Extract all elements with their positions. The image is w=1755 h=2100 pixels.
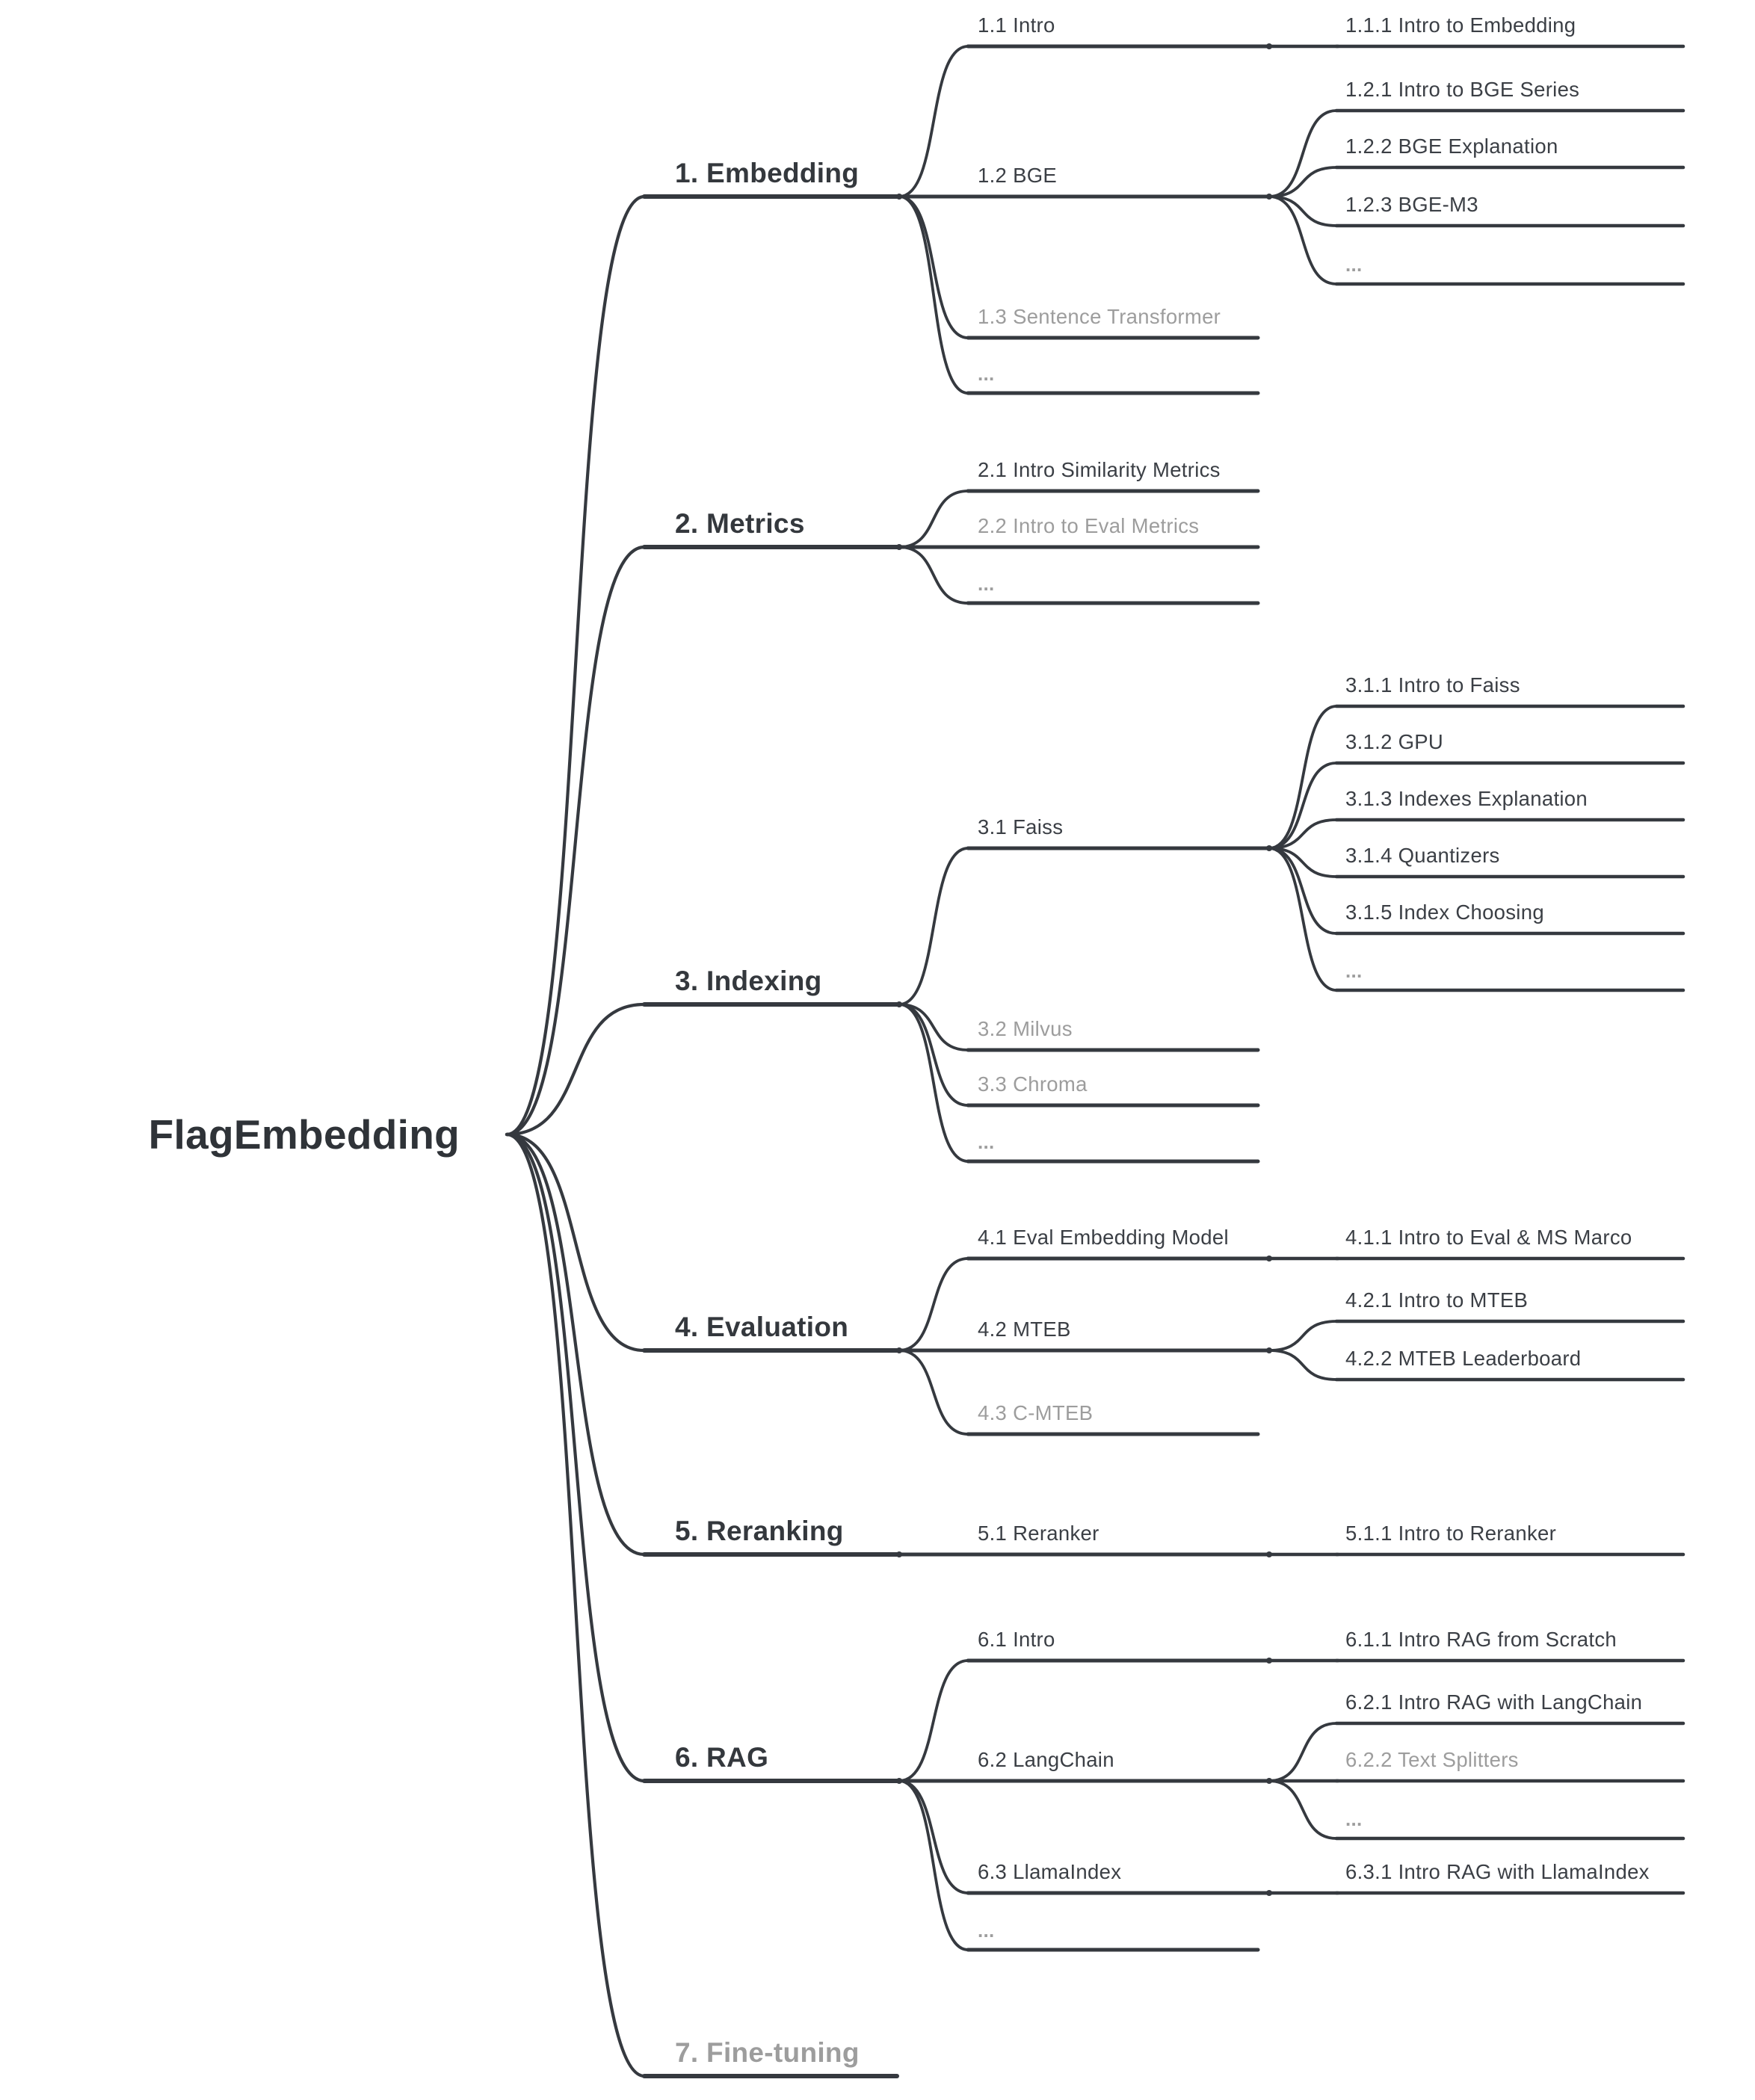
root-node-label: FlagEmbedding (148, 1111, 460, 1158)
node-1.2.3-label: 1.2.3 BGE-M3 (1345, 193, 1478, 216)
node-1-junction-dot (896, 194, 902, 200)
node-2.1-label: 2.1 Intro Similarity Metrics (978, 458, 1221, 481)
node-6.2.1-label: 6.2.1 Intro RAG with LangChain (1345, 1690, 1643, 1714)
lines-layer (644, 43, 1683, 2076)
node-3.3-label: 3.3 Chroma (978, 1072, 1088, 1096)
node-4.1-junction-dot (1266, 1256, 1272, 1261)
node-7-label: 7. Fine-tuning (675, 2037, 860, 2068)
node-3.1.4-label: 3.1.4 Quantizers (1345, 844, 1500, 867)
link-6-6-more (899, 1781, 968, 1950)
node-6.3-label: 6.3 LlamaIndex (978, 1860, 1122, 1883)
link-6-6.1 (899, 1661, 968, 1781)
node-3.2-label: 3.2 Milvus (978, 1017, 1073, 1040)
node-1.2-junction-dot (1266, 194, 1272, 200)
node-1.3-label: 1.3 Sentence Transformer (978, 305, 1221, 328)
link-6.2-6.2.1 (1269, 1723, 1336, 1781)
node-4.2-label: 4.2 MTEB (978, 1318, 1071, 1341)
node-6.2-more-label: ... (1345, 1808, 1363, 1830)
link-2-2.1 (899, 491, 968, 547)
node-3.1-more-label: ... (1345, 960, 1363, 982)
node-4.3-label: 4.3 C-MTEB (978, 1401, 1094, 1424)
link-3.1-3.1-more (1269, 848, 1336, 990)
node-4.2.2-label: 4.2.2 MTEB Leaderboard (1345, 1347, 1582, 1370)
link-root-3 (507, 1004, 644, 1134)
link-6.2-6.2-more (1269, 1781, 1336, 1838)
node-3.1-label: 3.1 Faiss (978, 815, 1064, 839)
node-6.1.1-label: 6.1.1 Intro RAG from Scratch (1345, 1628, 1617, 1651)
node-6.2-junction-dot (1266, 1778, 1272, 1784)
node-6.1-junction-dot (1266, 1658, 1272, 1664)
node-6.2-label: 6.2 LangChain (978, 1748, 1114, 1771)
node-1-label: 1. Embedding (675, 158, 860, 188)
node-1.1.1-label: 1.1.1 Intro to Embedding (1345, 13, 1576, 37)
link-4.2-4.2.1 (1269, 1321, 1336, 1350)
link-root-1 (507, 197, 644, 1134)
node-3.1.2-label: 3.1.2 GPU (1345, 730, 1444, 753)
link-2-2-more (899, 547, 968, 603)
node-3-label: 3. Indexing (675, 966, 822, 996)
node-1.1-junction-dot (1266, 43, 1272, 49)
node-6-junction-dot (896, 1778, 902, 1784)
link-1-1.3 (899, 197, 968, 338)
node-3.1.5-label: 3.1.5 Index Choosing (1345, 901, 1544, 924)
node-1.1-label: 1.1 Intro (978, 13, 1055, 37)
link-root-2 (507, 547, 644, 1134)
link-3-3.1 (899, 848, 968, 1004)
node-1.2-label: 1.2 BGE (978, 164, 1058, 187)
labels-layer (149, 13, 1650, 2068)
node-2-junction-dot (896, 544, 902, 550)
link-root-7 (507, 1134, 644, 2076)
node-5-label: 5. Reranking (675, 1516, 844, 1546)
link-3-3.2 (899, 1004, 968, 1050)
node-4-junction-dot (896, 1347, 902, 1353)
node-6.3-junction-dot (1266, 1890, 1272, 1896)
node-4-label: 4. Evaluation (675, 1312, 849, 1342)
node-4.1-label: 4.1 Eval Embedding Model (978, 1226, 1229, 1249)
node-5.1-junction-dot (1266, 1551, 1272, 1557)
node-3-more-label: ... (978, 1131, 995, 1153)
link-4-4.1 (899, 1259, 968, 1350)
node-6-label: 6. RAG (675, 1742, 769, 1773)
link-1-1.1 (899, 46, 968, 197)
node-2.2-label: 2.2 Intro to Eval Metrics (978, 514, 1200, 537)
node-6.3.1-label: 6.3.1 Intro RAG with LlamaIndex (1345, 1860, 1650, 1883)
node-2-label: 2. Metrics (675, 508, 805, 539)
link-1-1-more (899, 197, 968, 393)
node-6.2.2-label: 6.2.2 Text Splitters (1345, 1748, 1519, 1771)
node-5.1.1-label: 5.1.1 Intro to Reranker (1345, 1522, 1557, 1545)
node-3-junction-dot (896, 1001, 902, 1007)
node-1.2.2-label: 1.2.2 BGE Explanation (1345, 135, 1558, 158)
link-4.2-4.2.2 (1269, 1350, 1336, 1380)
link-1.2-1.2.2 (1269, 167, 1336, 197)
node-6-more-label: ... (978, 1919, 995, 1942)
node-1.2-more-label: ... (1345, 253, 1363, 276)
node-3.1.3-label: 3.1.3 Indexes Explanation (1345, 787, 1588, 810)
node-1-more-label: ... (978, 362, 995, 385)
link-root-6 (507, 1134, 644, 1781)
link-3.1-3.1.1 (1269, 706, 1336, 848)
node-2-more-label: ... (978, 572, 995, 595)
link-6-6.3 (899, 1781, 968, 1893)
node-1.2.1-label: 1.2.1 Intro to BGE Series (1345, 78, 1580, 101)
link-4-4.3 (899, 1350, 968, 1434)
node-5.1-label: 5.1 Reranker (978, 1522, 1099, 1545)
node-3.1.1-label: 3.1.1 Intro to Faiss (1345, 673, 1520, 697)
node-3.1-junction-dot (1266, 845, 1272, 851)
node-6.1-label: 6.1 Intro (978, 1628, 1055, 1651)
node-4.2-junction-dot (1266, 1347, 1272, 1353)
links-layer (507, 46, 1338, 2076)
node-4.2.1-label: 4.2.1 Intro to MTEB (1345, 1288, 1529, 1312)
node-5-junction-dot (896, 1551, 902, 1557)
node-4.1.1-label: 4.1.1 Intro to Eval & MS Marco (1345, 1226, 1632, 1249)
link-root-4 (507, 1134, 644, 1350)
link-1.2-1.2.3 (1269, 197, 1336, 226)
